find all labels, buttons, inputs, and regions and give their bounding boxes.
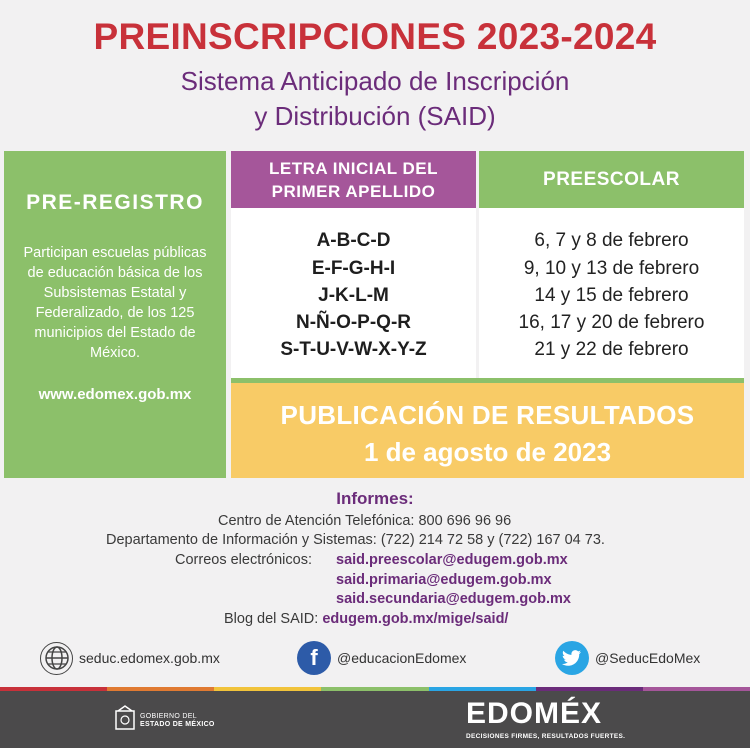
page-subtitle bbox=[0, 64, 750, 134]
email-secundaria-text[interactable]: said.secundaria@edugem.gob.mx bbox=[336, 591, 571, 607]
email-secundaria[interactable] bbox=[336, 591, 571, 607]
twitter-link-text[interactable]: @SeducEdoMex bbox=[595, 650, 701, 666]
twitter-icon bbox=[555, 641, 589, 675]
email-primaria-text[interactable]: said.primaria@edugem.gob.mx bbox=[336, 572, 552, 588]
letters-column bbox=[231, 208, 476, 378]
blog-url[interactable]: edugem.gob.mx/mige/said/ bbox=[322, 611, 509, 627]
email-label: Correos electrónicos: bbox=[175, 552, 312, 568]
gob-line-1: GOBIERNO DEL bbox=[140, 713, 197, 720]
pre-registro-description: Participan escuelas públicas de educación básica de los Subsistemas Estatal y Federalizado, de los 125 municipios del Estado de México. bbox=[23, 245, 207, 361]
gob-line-2: ESTADO DE MÉXICO bbox=[140, 721, 215, 728]
blog-info bbox=[224, 611, 508, 627]
edomex-brand-logo: EDOMÉX bbox=[466, 697, 603, 730]
date-cell: 16, 17 y 20 de febrero bbox=[518, 312, 705, 333]
email-primaria[interactable] bbox=[336, 572, 552, 588]
department-info: Departamento de Información y Sistemas: (722) 214 72 58 y (722) 167 04 73. bbox=[106, 532, 605, 548]
info-heading: Informes: bbox=[336, 489, 414, 508]
date-cell: 14 y 15 de febrero bbox=[534, 285, 689, 306]
government-seal-icon bbox=[114, 705, 136, 731]
pre-registro-panel bbox=[4, 151, 226, 478]
phone-info: Centro de Atención Telefónica: 800 696 96 96 bbox=[218, 513, 512, 529]
facebook-link[interactable] bbox=[297, 638, 466, 678]
letters-cell: J-K-L-M bbox=[318, 285, 389, 306]
results-title: PUBLICACIÓN DE RESULTADOS bbox=[280, 400, 695, 430]
subtitle-line-2: y Distribución (SAID) bbox=[254, 101, 496, 131]
letters-cell: S-T-U-V-W-X-Y-Z bbox=[280, 339, 427, 360]
date-cell: 6, 7 y 8 de febrero bbox=[534, 230, 689, 251]
preescolar-column-header: PREESCOLAR bbox=[479, 151, 744, 208]
web-link[interactable] bbox=[40, 638, 220, 678]
results-date: 1 de agosto de 2023 bbox=[363, 437, 612, 467]
web-link-text[interactable]: seduc.edomex.gob.mx bbox=[79, 650, 220, 666]
results-banner bbox=[231, 383, 744, 478]
blog-label: Blog del SAID: bbox=[224, 611, 319, 627]
edomex-slogan: DECISIONES FIRMES, RESULTADOS FUERTES. bbox=[466, 733, 626, 740]
letters-cell: E-F-G-H-I bbox=[311, 258, 396, 279]
social-links bbox=[0, 638, 750, 678]
letter-column-header bbox=[231, 151, 476, 208]
date-cell: 9, 10 y 13 de febrero bbox=[523, 258, 700, 279]
email-preescolar[interactable] bbox=[336, 552, 568, 568]
dates-column bbox=[479, 208, 744, 378]
footer-bar bbox=[0, 691, 750, 748]
subtitle-line-1: Sistema Anticipado de Inscripción bbox=[180, 66, 570, 96]
edomex-url[interactable]: www.edomex.gob.mx bbox=[38, 386, 192, 403]
globe-icon bbox=[40, 642, 73, 675]
letter-header-line-1: LETRA INICIAL DEL bbox=[268, 158, 439, 178]
page-title: PREINSCRIPCIONES 2023-2024 bbox=[93, 16, 657, 57]
letter-header-line-2: PRIMER APELLIDO bbox=[271, 181, 436, 201]
date-cell: 21 y 22 de febrero bbox=[534, 339, 689, 360]
pre-registro-heading: PRE-REGISTRO bbox=[26, 191, 204, 214]
facebook-icon: f bbox=[297, 641, 331, 675]
government-label bbox=[140, 713, 215, 729]
twitter-link[interactable] bbox=[555, 638, 700, 678]
facebook-link-text[interactable]: @educacionEdomex bbox=[337, 650, 467, 666]
letters-cell: A-B-C-D bbox=[316, 230, 391, 251]
email-preescolar-text[interactable]: said.preescolar@edugem.gob.mx bbox=[336, 552, 568, 568]
letters-cell: N-Ñ-O-P-Q-R bbox=[295, 312, 412, 333]
